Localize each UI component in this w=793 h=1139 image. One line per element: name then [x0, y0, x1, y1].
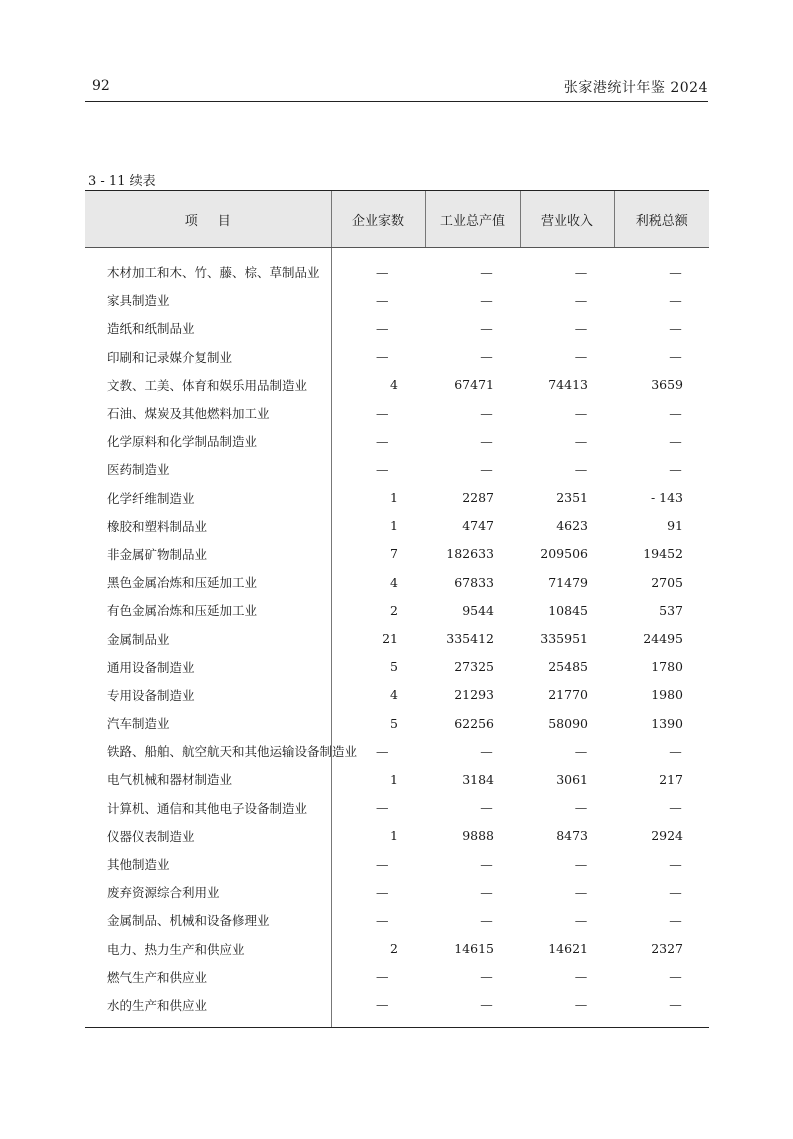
table-row: [85, 822, 709, 850]
output-value-cell: —: [480, 461, 493, 477]
table-row: [85, 343, 709, 371]
output-value-cell: 27325: [454, 659, 494, 675]
industry-name-cell: 化学纤维制造业: [85, 484, 331, 512]
industry-name-cell: 非金属矿物制品业: [85, 540, 331, 568]
enterprise-count-cell: —: [376, 433, 389, 449]
revenue-cell: 71479: [548, 574, 588, 590]
revenue-cell: 3061: [556, 771, 588, 787]
industry-name-cell: 金属制品业: [85, 624, 331, 652]
table-row: [85, 681, 709, 709]
profit-tax-cell: —: [669, 800, 682, 816]
table-row: [85, 963, 709, 991]
output-value-cell: 3184: [462, 771, 494, 787]
industry-name-cell: 金属制品、机械和设备修理业: [85, 906, 331, 934]
revenue-cell: —: [574, 969, 588, 985]
revenue-cell: 58090: [548, 715, 588, 731]
profit-tax-cell: —: [669, 884, 682, 900]
profit-tax-cell: 1980: [651, 687, 683, 703]
table-row: [85, 653, 709, 681]
profit-tax-cell: —: [669, 349, 682, 365]
profit-tax-cell: —: [669, 743, 682, 759]
table-row: [85, 624, 709, 652]
enterprise-count-cell: 5: [390, 715, 398, 731]
industry-name-cell: 木材加工和木、竹、藤、棕、草制品业: [85, 248, 331, 287]
enterprise-count-cell: 4: [390, 687, 398, 703]
enterprise-count-cell: 2: [390, 941, 398, 957]
revenue-cell: 4623: [556, 518, 588, 534]
industry-name-cell: 水的生产和供应业: [85, 991, 331, 1028]
statistics-table: [85, 190, 709, 1028]
enterprise-count-cell: —: [376, 292, 389, 308]
output-value-cell: 9888: [462, 828, 494, 844]
output-value-cell: 335412: [446, 631, 494, 647]
industry-name-cell: 计算机、通信和其他电子设备制造业: [85, 794, 331, 822]
industry-name-cell: 医药制造业: [85, 455, 331, 483]
page-number: 92: [92, 78, 110, 94]
output-value-cell: —: [480, 405, 493, 421]
table-row: [85, 427, 709, 455]
profit-tax-cell: —: [669, 856, 682, 872]
profit-tax-cell: 217: [659, 771, 683, 787]
industry-name-cell: 废弃资源综合利用业: [85, 878, 331, 906]
enterprise-count-cell: 21: [382, 631, 398, 647]
revenue-cell: —: [574, 884, 588, 900]
enterprise-count-cell: —: [376, 912, 389, 928]
enterprise-count-cell: —: [376, 856, 389, 872]
profit-tax-cell: 2924: [651, 828, 683, 844]
output-value-cell: —: [480, 433, 493, 449]
enterprise-count-cell: —: [376, 884, 389, 900]
revenue-cell: 2351: [556, 490, 588, 506]
table-row: [85, 878, 709, 906]
table-caption: 3 - 11 续表: [88, 174, 156, 189]
revenue-cell: —: [574, 349, 588, 365]
profit-tax-cell: - 143: [650, 490, 683, 506]
table-header-row: [85, 191, 709, 248]
revenue-cell: —: [574, 461, 588, 477]
revenue-cell: 10845: [548, 602, 588, 618]
enterprise-count-cell: —: [331, 991, 425, 1028]
enterprise-count-cell: —: [376, 969, 389, 985]
industry-name-cell: 电力、热力生产和供应业: [85, 935, 331, 963]
revenue-cell: 209506: [540, 546, 588, 562]
profit-tax-cell: 2705: [651, 574, 683, 590]
enterprise-count-cell: 1: [390, 490, 398, 506]
revenue-cell: —: [574, 800, 588, 816]
enterprise-count-cell: 4: [390, 377, 398, 393]
profit-tax-cell: 3659: [651, 377, 683, 393]
column-header-output-value: 工业总产值: [425, 191, 520, 248]
revenue-cell: —: [574, 405, 588, 421]
revenue-cell: 8473: [556, 828, 588, 844]
enterprise-count-cell: —: [376, 349, 389, 365]
industry-name-cell: 化学原料和化学制品制造业: [85, 427, 331, 455]
header-rule: [85, 101, 708, 102]
table-row: [85, 286, 709, 314]
profit-tax-cell: 91: [667, 518, 683, 534]
enterprise-count-cell: 1: [390, 828, 398, 844]
output-value-cell: —: [480, 743, 493, 759]
revenue-cell: —: [574, 320, 588, 336]
table-row: [85, 794, 709, 822]
revenue-cell: —: [574, 856, 588, 872]
profit-tax-cell: —: [614, 991, 709, 1028]
revenue-cell: 14621: [548, 941, 588, 957]
table-body: [85, 248, 709, 1028]
industry-name-cell: 橡胶和塑料制品业: [85, 512, 331, 540]
table-row: [85, 906, 709, 934]
table-row: [85, 596, 709, 624]
output-value-cell: 182633: [446, 546, 494, 562]
output-value-cell: —: [480, 800, 493, 816]
table-row: [85, 455, 709, 483]
industry-name-cell: 电气机械和器材制造业: [85, 765, 331, 793]
table-row: [85, 540, 709, 568]
profit-tax-cell: 1390: [651, 715, 683, 731]
output-value-cell: —: [480, 349, 493, 365]
column-header-revenue: 营业收入: [520, 191, 614, 248]
profit-tax-cell: —: [669, 292, 682, 308]
output-value-cell: 14615: [454, 941, 494, 957]
industry-name-cell: 汽车制造业: [85, 709, 331, 737]
enterprise-count-cell: 4: [390, 574, 398, 590]
revenue-cell: —: [574, 743, 588, 759]
output-value-cell: 62256: [454, 715, 494, 731]
output-value-cell: 67471: [454, 377, 494, 393]
table-row: [85, 935, 709, 963]
output-value-cell: —: [480, 320, 493, 336]
industry-name-cell: 有色金属冶炼和压延加工业: [85, 596, 331, 624]
enterprise-count-cell: 1: [390, 771, 398, 787]
output-value-cell: 9544: [462, 602, 494, 618]
table-row: [85, 512, 709, 540]
enterprise-count-cell: —: [376, 461, 389, 477]
industry-name-cell: 石油、煤炭及其他燃料加工业: [85, 399, 331, 427]
enterprise-count-cell: 2: [390, 602, 398, 618]
output-value-cell: —: [480, 292, 493, 308]
table-row: [85, 737, 709, 765]
output-value-cell: 21293: [454, 687, 494, 703]
revenue-cell: —: [574, 912, 588, 928]
table-row: [85, 568, 709, 596]
enterprise-count-cell: 5: [390, 659, 398, 675]
output-value-cell: —: [480, 856, 493, 872]
table-row: [85, 399, 709, 427]
revenue-cell: —: [574, 433, 588, 449]
running-title: 张家港统计年鉴 2024: [563, 80, 708, 96]
profit-tax-cell: —: [669, 433, 682, 449]
revenue-cell: 21770: [548, 687, 588, 703]
profit-tax-cell: 537: [659, 602, 683, 618]
industry-name-cell: 造纸和纸制品业: [85, 314, 331, 342]
industry-name-cell: 其他制造业: [85, 850, 331, 878]
table-row: [85, 709, 709, 737]
profit-tax-cell: —: [669, 461, 682, 477]
profit-tax-cell: 24495: [643, 631, 683, 647]
column-header-profit-tax: 利税总额: [614, 191, 709, 248]
output-value-cell: 4747: [462, 518, 494, 534]
revenue-cell: —: [520, 991, 614, 1028]
profit-tax-cell: 1780: [651, 659, 683, 675]
table-row: [85, 248, 709, 287]
profit-tax-cell: 19452: [643, 546, 683, 562]
profit-tax-cell: —: [669, 912, 682, 928]
profit-tax-cell: —: [669, 320, 682, 336]
enterprise-count-cell: —: [376, 405, 389, 421]
output-value-cell: —: [480, 969, 493, 985]
industry-name-cell: 家具制造业: [85, 286, 331, 314]
table-row: [85, 484, 709, 512]
column-header-enterprises: 企业家数: [331, 191, 425, 248]
revenue-cell: 74413: [548, 377, 588, 393]
table-row: [85, 314, 709, 342]
profit-tax-cell: —: [669, 264, 682, 280]
profit-tax-cell: —: [669, 969, 682, 985]
output-value-cell: —: [480, 264, 493, 280]
industry-name-cell: 铁路、船舶、航空航天和其他运输设备制造业: [85, 737, 331, 765]
output-value-cell: 67833: [454, 574, 494, 590]
revenue-cell: —: [574, 264, 588, 280]
revenue-cell: —: [574, 292, 588, 308]
profit-tax-cell: 2327: [651, 941, 683, 957]
output-value-cell: —: [425, 991, 520, 1028]
revenue-cell: 25485: [548, 659, 588, 675]
enterprise-count-cell: 1: [390, 518, 398, 534]
industry-name-cell: 黑色金属冶炼和压延加工业: [85, 568, 331, 596]
industry-name-cell: 燃气生产和供应业: [85, 963, 331, 991]
industry-name-cell: 仪器仪表制造业: [85, 822, 331, 850]
industry-name-cell: 文教、工美、体育和娱乐用品制造业: [85, 371, 331, 399]
enterprise-count-cell: —: [376, 743, 389, 759]
enterprise-count-cell: 7: [390, 546, 398, 562]
industry-name-cell: 通用设备制造业: [85, 653, 331, 681]
enterprise-count-cell: —: [376, 320, 389, 336]
table-row: [85, 850, 709, 878]
revenue-cell: 335951: [540, 631, 588, 647]
enterprise-count-cell: —: [376, 264, 389, 280]
industry-name-cell: 专用设备制造业: [85, 681, 331, 709]
table-row: [85, 991, 709, 1028]
profit-tax-cell: —: [669, 405, 682, 421]
enterprise-count-cell: —: [376, 800, 389, 816]
table-row: [85, 765, 709, 793]
output-value-cell: —: [480, 912, 493, 928]
table-row: [85, 371, 709, 399]
industry-name-cell: 印刷和记录媒介复制业: [85, 343, 331, 371]
column-header-item: 项目: [85, 191, 331, 248]
output-value-cell: 2287: [462, 490, 494, 506]
output-value-cell: —: [480, 884, 493, 900]
